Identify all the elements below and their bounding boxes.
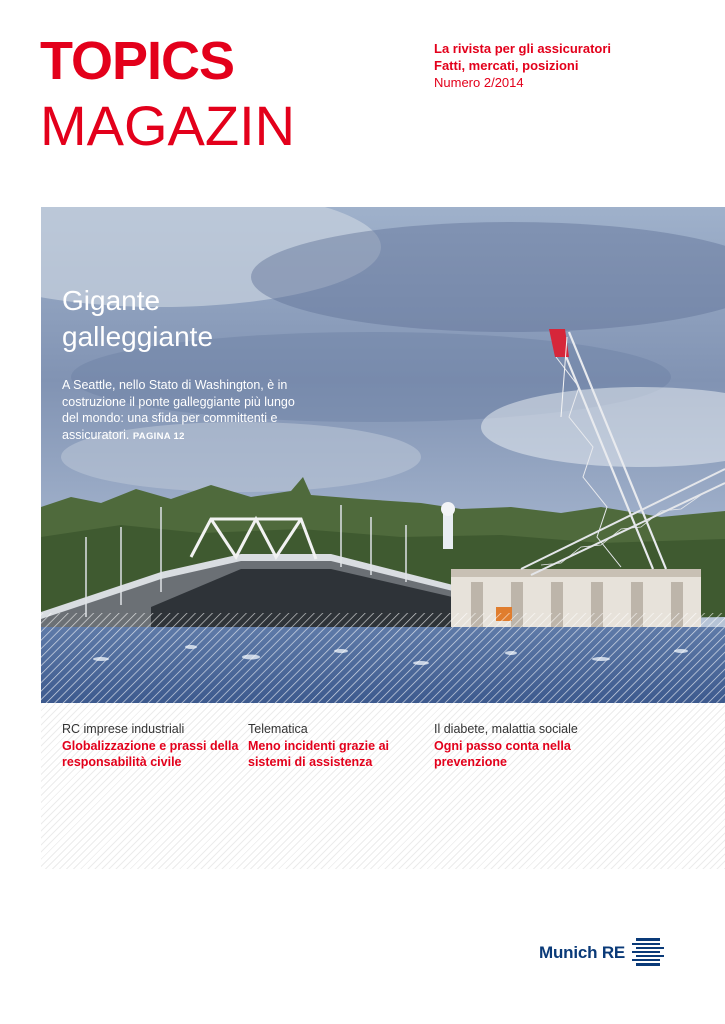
masthead-topics: TOPICS <box>40 31 235 91</box>
page-reference: PAGINA 12 <box>132 430 185 442</box>
cover-lead-text: A Seattle, nello Stato di Washington, è in costruzione il ponte galleggiante più lungo del mondo: una sfida per committenti e assicuratori. <box>62 378 295 442</box>
tagline <box>434 40 611 91</box>
teaser-category: Telematica <box>248 722 308 736</box>
cover-headline-line-2: galleggiante <box>62 321 214 352</box>
teaser-category: Il diabete, malattia sociale <box>434 722 578 736</box>
teaser-section <box>41 703 725 869</box>
tagline-line-2: Fatti, mercati, posizioni <box>434 58 579 73</box>
cover-headline <box>62 283 213 355</box>
teaser-title: Globalizzazione e prassi della responsabilità civile <box>62 738 239 769</box>
masthead-magazin: MAGAZIN <box>40 94 296 157</box>
cover-photo <box>41 207 725 703</box>
teaser-category: RC imprese industriali <box>62 722 185 736</box>
munich-re-wave-icon <box>632 938 664 968</box>
cover-headline-line-1: Gigante <box>62 285 161 316</box>
teaser-3 <box>434 721 634 771</box>
munich-re-logo <box>539 938 664 968</box>
cover-lead <box>62 377 312 445</box>
teaser-1 <box>62 721 242 771</box>
teaser-title: Meno incidenti grazie ai sistemi di assistenza <box>248 738 389 769</box>
teaser-title: Ogni passo conta nella prevenzione <box>434 738 571 769</box>
tagline-line-1: La rivista per gli assicuratori <box>434 41 612 56</box>
logo-text: Munich RE <box>539 943 626 962</box>
teaser-2 <box>248 721 428 771</box>
issue-number: Numero 2/2014 <box>434 75 524 90</box>
